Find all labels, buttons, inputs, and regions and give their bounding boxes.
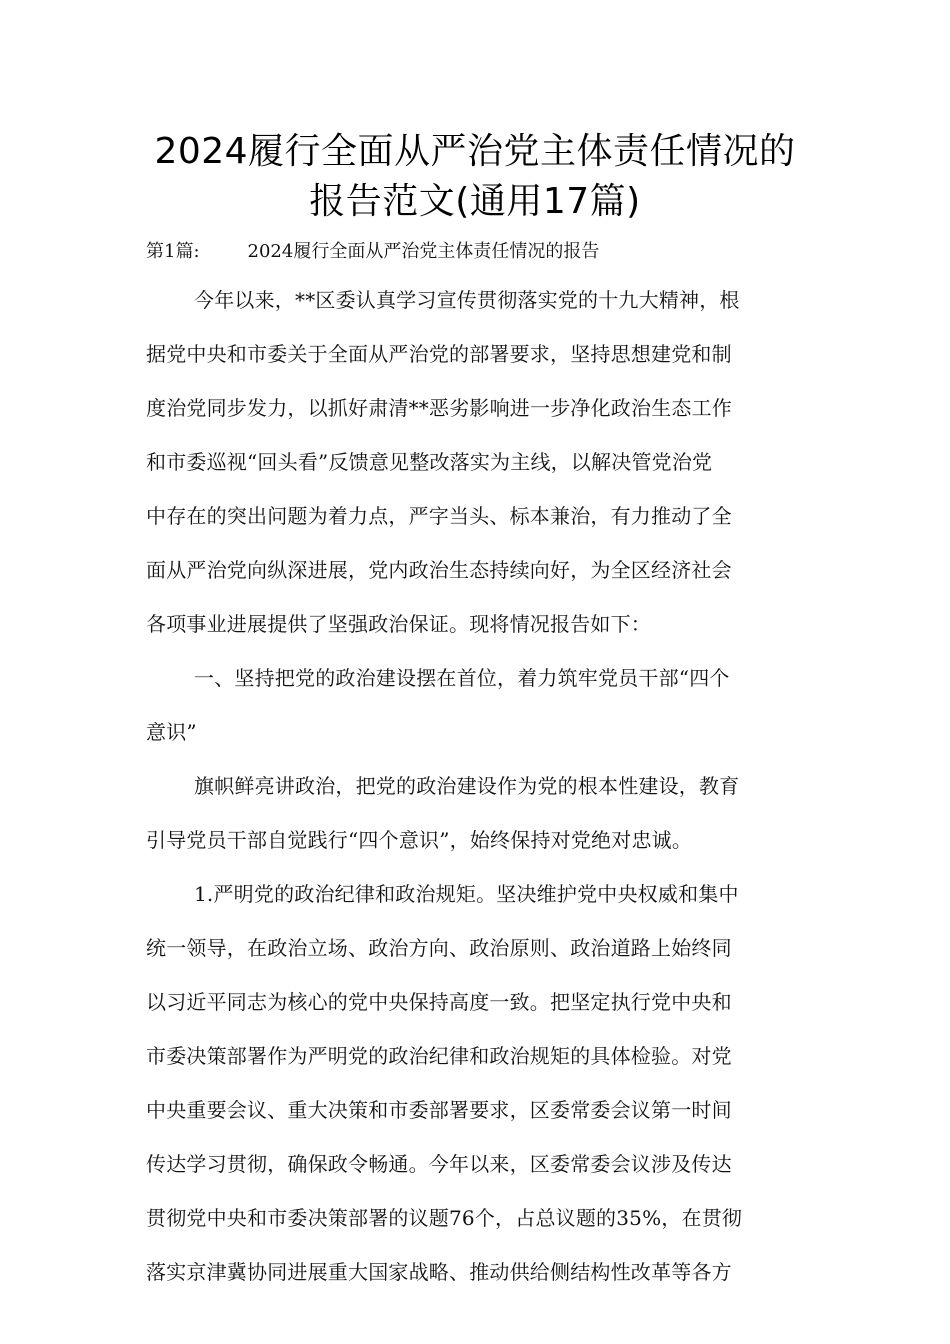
- body-line: 传达学习贯彻，确保政令畅通。今年以来，区委常委会议涉及传达: [146, 1152, 732, 1176]
- body-line: 旗帜鲜亮讲政治，把党的政治建设作为党的根本性建设，教育: [194, 774, 740, 798]
- body-line: 中存在的突出问题为着力点，严字当头、标本兼治，有力推动了全: [146, 504, 732, 528]
- body-line: 1.严明党的政治纪律和政治规矩。坚决维护党中央权威和集中: [194, 882, 739, 906]
- chapter-label: 第1篇:: [146, 241, 200, 262]
- body-line: 度治党同步发力，以抓好肃清**恶劣影响进一步净化政治生态工作: [146, 396, 732, 420]
- chapter-title: 2024履行全面从严治党主体责任情况的报告: [247, 241, 600, 262]
- chapter-heading: [146, 238, 599, 266]
- body-line: 中央重要会议、重大决策和市委部署要求，区委常委会议第一时间: [146, 1098, 732, 1122]
- body-line: 引导党员干部自觉践行“四个意识”，始终保持对党绝对忠诚。: [146, 828, 693, 852]
- body-line: 面从严治党向纵深进展，党内政治生态持续向好，为全区经济社会: [146, 558, 732, 582]
- body-line: 各项事业进展提供了坚强政治保证。现将情况报告如下：: [146, 612, 651, 636]
- body-line: 落实京津冀协同进展重大国家战略、推动供给侧结构性改革等各方: [146, 1260, 732, 1284]
- section-heading-line: 一、坚持把党的政治建设摆在首位，着力筑牢党员干部“四个: [194, 666, 730, 690]
- body-line: 据党中央和市委关于全面从严治党的部署要求，坚持思想建党和制: [146, 342, 732, 366]
- body-line: 和市委巡视“回头看”反馈意见整改落实为主线，以解决管党治党: [146, 450, 713, 474]
- body-line: 今年以来，**区委认真学习宣传贯彻落实党的十九大精神，根: [194, 288, 740, 312]
- body-line: 贯彻党中央和市委决策部署的议题76个，占总议题的35%，在贯彻: [146, 1206, 743, 1230]
- body-line: 统一领导，在政治立场、政治方向、政治原则、政治道路上始终同: [146, 936, 732, 960]
- document-title-line-2: 报告范文(通用17篇): [309, 181, 641, 222]
- body-line: 以习近平同志为核心的党中央保持高度一致。把坚定执行党中央和: [146, 990, 732, 1014]
- document-title-line-1: 2024履行全面从严治党主体责任情况的: [154, 131, 796, 172]
- body-line: 市委决策部署作为严明党的政治纪律和政治规矩的具体检验。对党: [146, 1044, 732, 1068]
- section-heading-line: 意识”: [146, 720, 197, 744]
